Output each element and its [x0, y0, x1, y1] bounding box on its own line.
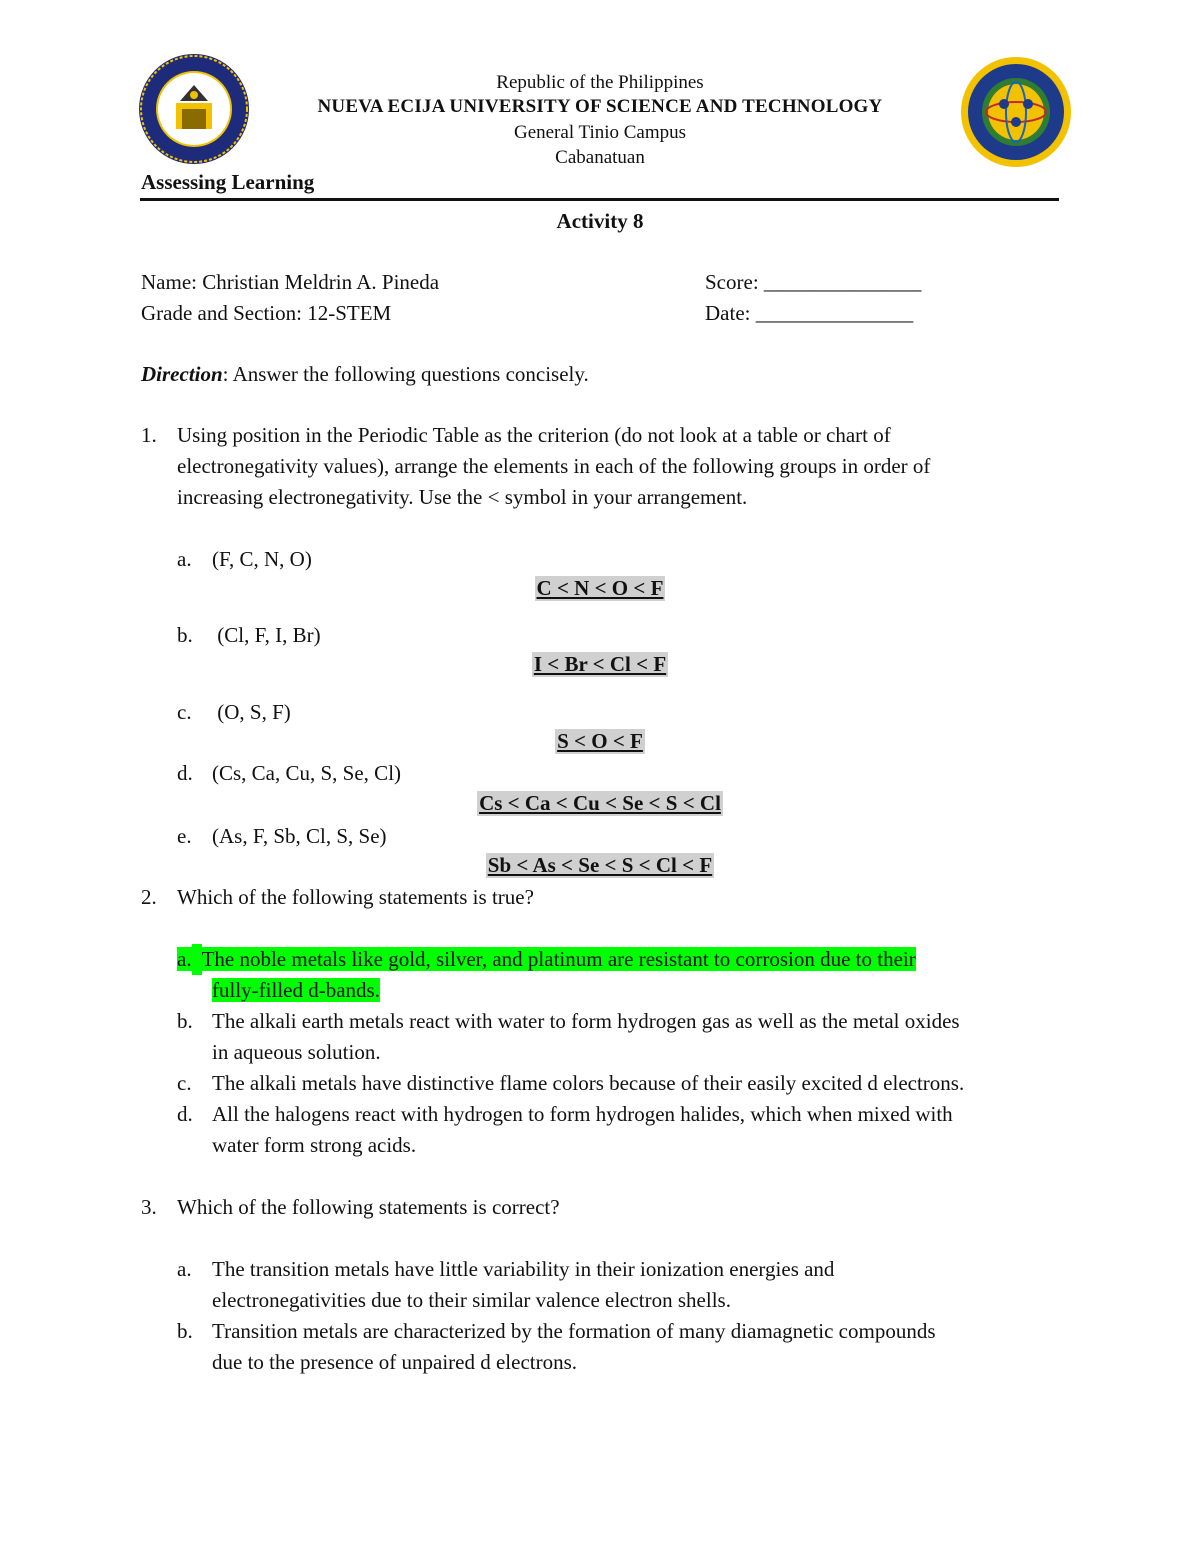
direction-label: Direction	[141, 362, 223, 386]
option-letter: d.	[177, 1102, 193, 1126]
grade-section: Grade and Section: 12-STEM	[141, 301, 392, 325]
option-letter: a.	[177, 1257, 192, 1281]
question-text: electronegativity values), arrange the elements in each of the following groups in order of	[177, 454, 931, 478]
item-letter: b.	[177, 623, 193, 647]
campus-line: General Tinio Campus	[513, 122, 687, 143]
date-field: Date: _______________	[705, 301, 914, 325]
answer: Cs < Ca < Cu < Se < S < Cl	[479, 791, 721, 815]
item-letter: d.	[177, 761, 193, 785]
answer: C < N < O < F	[536, 576, 664, 600]
option-highlighted	[177, 944, 916, 975]
option-text: fully-filled d-bands.	[212, 978, 380, 1002]
section-title: Assessing Learning	[141, 170, 315, 194]
option-letter: b.	[177, 1009, 193, 1033]
university-name: NUEVA ECIJA UNIVERSITY OF SCIENCE AND TECHNOLOGY	[317, 96, 883, 117]
city-line: Cabanatuan	[555, 147, 645, 168]
option-text: water form strong acids.	[212, 1133, 417, 1157]
item-letter: c.	[177, 700, 192, 724]
student-name: Name: Christian Meldrin A. Pineda	[141, 270, 440, 294]
answer: Sb < As < Se < S < Cl < F	[487, 853, 713, 877]
option-text: due to the presence of unpaired d electrons.	[212, 1350, 578, 1374]
option-text: The transition metals have little variability in their ionization energies and	[212, 1257, 835, 1281]
item-text: (Cl, F, I, Br)	[212, 623, 321, 647]
option-text: electronegativities due to their similar valence electron shells.	[212, 1288, 731, 1312]
option-text: Transition metals are characterized by the formation of many diamagnetic compounds	[212, 1319, 936, 1343]
option-letter: a.	[177, 947, 192, 971]
question-text: increasing electronegativity. Use the < symbol in your arrangement.	[177, 485, 748, 509]
option-letter: c.	[177, 1071, 192, 1095]
option-letter: b.	[177, 1319, 193, 1343]
option-text: in aqueous solution.	[212, 1040, 381, 1064]
direction-text: : Answer the following questions concisely.	[222, 362, 589, 386]
activity-title: Activity 8	[556, 209, 644, 233]
question-number: 2.	[141, 885, 157, 909]
answer-line	[0, 652, 1200, 677]
question-text: Which of the following statements is true?	[177, 885, 534, 909]
item-letter: a.	[177, 547, 192, 571]
republic-line: Republic of the Philippines	[496, 72, 704, 93]
answer-line	[0, 576, 1200, 601]
question-text: Which of the following statements is correct?	[177, 1195, 560, 1219]
answer-line	[0, 729, 1200, 754]
answer: S < O < F	[557, 729, 643, 753]
answer-line	[0, 853, 1200, 878]
answer: I < Br < Cl < F	[533, 652, 667, 676]
item-text: (As, F, Sb, Cl, S, Se)	[212, 824, 387, 848]
score-field: Score: _______________	[705, 270, 922, 294]
direction	[141, 359, 589, 390]
answer-line	[0, 791, 1200, 816]
option-text: The noble metals like gold, silver, and platinum are resistant to corrosion due to their	[201, 947, 916, 971]
option-highlighted-cont	[212, 975, 380, 1006]
option-text: All the halogens react with hydrogen to form hydrogen halides, which when mixed with	[212, 1102, 953, 1126]
option-text: The alkali earth metals react with water to form hydrogen gas as well as the metal oxides	[212, 1009, 960, 1033]
header-divider	[140, 198, 1059, 201]
item-text: (Cs, Ca, Cu, S, Se, Cl)	[212, 761, 402, 785]
item-text: (F, C, N, O)	[212, 547, 312, 571]
question-text: Using position in the Periodic Table as the criterion (do not look at a table or chart of	[177, 423, 891, 447]
question-number: 1.	[141, 423, 157, 447]
item-text: (O, S, F)	[212, 700, 291, 724]
question-number: 3.	[141, 1195, 157, 1219]
option-text: The alkali metals have distinctive flame colors because of their easily excited d electrons.	[212, 1071, 965, 1095]
item-letter: e.	[177, 824, 192, 848]
